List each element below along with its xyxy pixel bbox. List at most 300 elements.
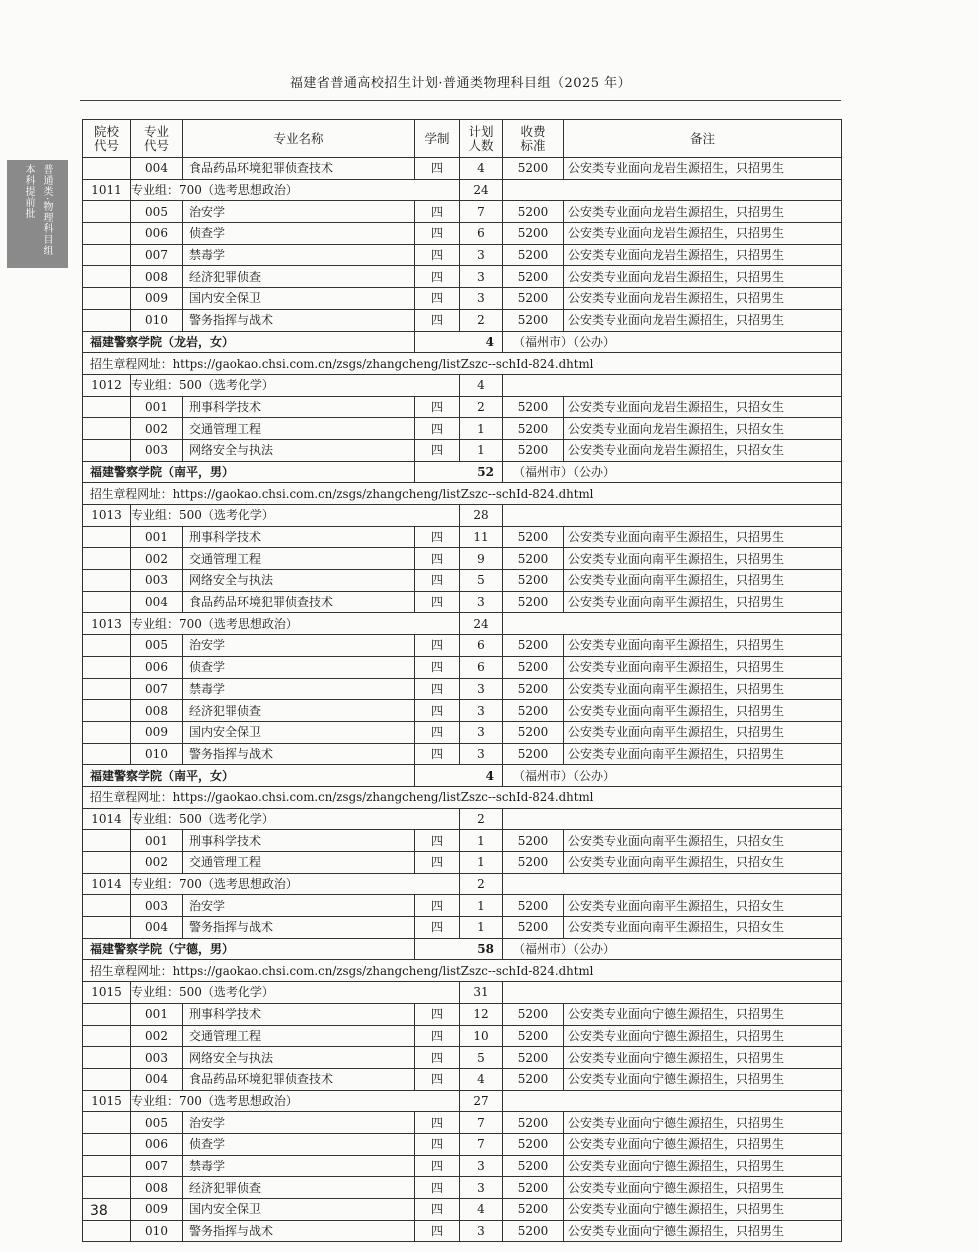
major-name: 治安学 [183,201,415,223]
study-duration: 四 [415,309,460,331]
study-duration: 四 [415,201,460,223]
remark: 公安类专业面向南平生源招生，只招男生 [564,721,842,743]
school-code-cell [83,700,131,722]
school-code-cell [83,223,131,245]
school-code-cell [83,309,131,331]
major-code: 010 [131,743,183,765]
tuition-fee: 5200 [503,158,564,180]
group-label: 专业组：500（选考化学） [131,505,460,527]
side-tab-batch: 本科提前批 [23,164,34,219]
study-duration: 四 [415,288,460,310]
study-duration: 四 [415,743,460,765]
plan-count: 1 [460,917,503,939]
group-empty-cell [503,1090,842,1112]
header-rule [80,100,841,101]
major-row [83,418,842,440]
plan-count: 1 [460,852,503,874]
major-row [83,266,842,288]
major-row [83,852,842,874]
major-row [83,591,842,613]
column-header-text: 专业名称 [273,130,324,146]
column-header [183,120,415,158]
school-code-cell [83,244,131,266]
tuition-fee: 5200 [503,1003,564,1025]
tuition-fee: 5200 [503,244,564,266]
study-duration: 四 [415,1133,460,1155]
column-header-text: 代号 [93,137,119,153]
major-code: 002 [131,1025,183,1047]
plan-count: 3 [460,678,503,700]
tuition-fee: 5200 [503,852,564,874]
plan-count: 3 [460,700,503,722]
plan-count: 6 [460,223,503,245]
remark: 公安类专业面向南平生源招生，只招女生 [564,830,842,852]
school-location: （福州市）（公办） [503,765,842,787]
major-name: 国内安全保卫 [183,1199,415,1221]
school-code-cell [83,548,131,570]
major-row [83,223,842,245]
remark: 公安类专业面向龙岩生源招生，只招女生 [564,396,842,418]
major-code: 005 [131,635,183,657]
remark: 公安类专业面向宁德生源招生，只招男生 [564,1155,842,1177]
school-code-cell [83,1133,131,1155]
tuition-fee: 5200 [503,1155,564,1177]
group-plan-count: 31 [460,982,503,1004]
tuition-fee: 5200 [503,700,564,722]
major-name: 经济犯罪侦查 [183,1177,415,1199]
tuition-fee: 5200 [503,591,564,613]
school-code-cell [83,570,131,592]
tuition-fee: 5200 [503,266,564,288]
plan-count: 7 [460,1133,503,1155]
major-code: 005 [131,1112,183,1134]
major-row [83,309,842,331]
plan-count: 7 [460,201,503,223]
column-header-text: 学制 [424,130,450,146]
remark: 公安类专业面向南平生源招生，只招男生 [564,570,842,592]
tuition-fee: 5200 [503,1177,564,1199]
group-empty-cell [503,613,842,635]
group-empty-cell [503,808,842,830]
major-row [83,1220,842,1242]
major-row [83,1112,842,1134]
tuition-fee: 5200 [503,678,564,700]
tuition-fee: 5200 [503,721,564,743]
study-duration: 四 [415,721,460,743]
column-header [503,120,564,158]
major-code: 008 [131,266,183,288]
side-tab-category: 普通类·物理科目组 [41,164,52,257]
group-label: 专业组：700（选考思想政治） [131,179,460,201]
study-duration: 四 [415,1068,460,1090]
major-code: 004 [131,158,183,180]
major-row [83,1199,842,1221]
school-code-cell [83,917,131,939]
group-empty-cell [503,982,842,1004]
school-location: （福州市）（公办） [503,331,842,353]
group-label: 专业组：700（选考思想政治） [131,1090,460,1112]
major-group-row [83,374,842,396]
school-plan-count: 52 [415,461,503,483]
major-name: 食品药品环境犯罪侦查技术 [183,1068,415,1090]
tuition-fee: 5200 [503,309,564,331]
school-name: 福建警察学院（南平，女） [83,765,415,787]
group-label: 专业组：700（选考思想政治） [131,613,460,635]
major-row [83,244,842,266]
plan-count: 1 [460,439,503,461]
major-row [83,1068,842,1090]
major-name: 侦查学 [183,1133,415,1155]
group-school-code: 1013 [83,613,131,635]
major-name: 网络安全与执法 [183,1047,415,1069]
column-header-text: 计划 [468,123,494,139]
group-school-code: 1014 [83,808,131,830]
plan-count: 3 [460,1177,503,1199]
remark: 公安类专业面向南平生源招生，只招女生 [564,917,842,939]
plan-count: 3 [460,721,503,743]
major-name: 刑事科学技术 [183,396,415,418]
school-code-cell [83,1177,131,1199]
column-header [131,120,183,158]
school-name: 福建警察学院（龙岩，女） [83,331,415,353]
plan-count: 3 [460,1155,503,1177]
remark: 公安类专业面向南平生源招生，只招男生 [564,635,842,657]
major-group-row [83,1090,842,1112]
major-code: 006 [131,1133,183,1155]
column-header-text: 备注 [689,130,715,146]
plan-count: 3 [460,743,503,765]
tuition-fee: 5200 [503,1220,564,1242]
tuition-fee: 5200 [503,288,564,310]
remark: 公安类专业面向宁德生源招生，只招男生 [564,1199,842,1221]
major-row [83,1003,842,1025]
major-name: 交通管理工程 [183,1025,415,1047]
remark: 公安类专业面向龙岩生源招生，只招女生 [564,418,842,440]
school-location: （福州市）（公办） [503,938,842,960]
major-group-row [83,982,842,1004]
plan-count: 6 [460,656,503,678]
major-name: 网络安全与执法 [183,439,415,461]
tuition-fee: 5200 [503,895,564,917]
major-code: 008 [131,700,183,722]
group-empty-cell [503,374,842,396]
tuition-fee: 5200 [503,418,564,440]
table-header-row [83,120,842,158]
major-row [83,201,842,223]
charter-url-row [83,960,842,982]
plan-count: 10 [460,1025,503,1047]
major-code: 010 [131,309,183,331]
plan-count: 3 [460,591,503,613]
study-duration: 四 [415,1199,460,1221]
school-row [83,461,842,483]
major-name: 侦查学 [183,656,415,678]
major-code: 003 [131,570,183,592]
major-code: 002 [131,852,183,874]
tuition-fee: 5200 [503,743,564,765]
major-row [83,721,842,743]
study-duration: 四 [415,396,460,418]
major-code: 009 [131,288,183,310]
column-header-text: 代号 [143,137,169,153]
tuition-fee: 5200 [503,396,564,418]
school-code-cell [83,439,131,461]
column-header-text: 标准 [520,137,546,153]
study-duration: 四 [415,852,460,874]
table-body [83,158,842,1242]
major-code: 009 [131,1199,183,1221]
major-row [83,526,842,548]
major-code: 010 [131,1220,183,1242]
group-empty-cell [503,505,842,527]
school-code-cell [83,678,131,700]
major-group-row [83,613,842,635]
school-code-cell [83,852,131,874]
group-plan-count: 28 [460,505,503,527]
major-name: 刑事科学技术 [183,1003,415,1025]
major-row [83,830,842,852]
group-plan-count: 27 [460,1090,503,1112]
remark: 公安类专业面向龙岩生源招生，只招男生 [564,223,842,245]
school-code-cell [83,656,131,678]
study-duration: 四 [415,244,460,266]
major-name: 交通管理工程 [183,852,415,874]
section-side-tab [7,160,68,268]
major-row [83,656,842,678]
study-duration: 四 [415,1003,460,1025]
school-location: （福州市）（公办） [503,461,842,483]
plan-count: 9 [460,548,503,570]
major-name: 治安学 [183,635,415,657]
group-empty-cell [503,179,842,201]
remark: 公安类专业面向南平生源招生，只招男生 [564,526,842,548]
school-code-cell [83,158,131,180]
school-code-cell [83,418,131,440]
major-name: 交通管理工程 [183,548,415,570]
study-duration: 四 [415,830,460,852]
major-name: 禁毒学 [183,1155,415,1177]
major-row [83,439,842,461]
column-header [415,120,460,158]
plan-count: 12 [460,1003,503,1025]
group-school-code: 1014 [83,873,131,895]
tuition-fee: 5200 [503,570,564,592]
tuition-fee: 5200 [503,223,564,245]
remark: 公安类专业面向宁德生源招生，只招男生 [564,1177,842,1199]
plan-count: 4 [460,1199,503,1221]
remark: 公安类专业面向南平生源招生，只招男生 [564,743,842,765]
enrollment-plan-table [82,119,842,1242]
study-duration: 四 [415,548,460,570]
major-code: 004 [131,917,183,939]
remark: 公安类专业面向宁德生源招生，只招男生 [564,1133,842,1155]
plan-count: 4 [460,158,503,180]
school-row [83,331,842,353]
study-duration: 四 [415,656,460,678]
group-label: 专业组：500（选考化学） [131,374,460,396]
column-header [83,120,131,158]
study-duration: 四 [415,418,460,440]
major-row [83,396,842,418]
remark: 公安类专业面向龙岩生源招生，只招男生 [564,309,842,331]
school-code-cell [83,1112,131,1134]
plan-count: 11 [460,526,503,548]
tuition-fee: 5200 [503,548,564,570]
major-name: 警务指挥与战术 [183,743,415,765]
school-plan-count: 58 [415,938,503,960]
major-group-row [83,505,842,527]
group-school-code: 1015 [83,982,131,1004]
major-code: 006 [131,656,183,678]
plan-count: 3 [460,266,503,288]
tuition-fee: 5200 [503,1112,564,1134]
page-number: 38 [90,1203,108,1219]
remark: 公安类专业面向宁德生源招生，只招男生 [564,1003,842,1025]
column-header [564,120,842,158]
school-code-cell [83,1220,131,1242]
plan-count: 3 [460,1220,503,1242]
major-name: 食品药品环境犯罪侦查技术 [183,591,415,613]
major-code: 002 [131,418,183,440]
school-name: 福建警察学院（南平，男） [83,461,415,483]
major-code: 004 [131,1068,183,1090]
major-code: 009 [131,721,183,743]
major-code: 001 [131,830,183,852]
school-code-cell [83,266,131,288]
charter-url: 招生章程网址：https://gaokao.chsi.com.cn/zsgs/zhangcheng/listZszc--schId-824.dhtml [83,483,842,505]
school-code-cell [83,1047,131,1069]
school-code-cell [83,288,131,310]
major-row [83,1047,842,1069]
study-duration: 四 [415,158,460,180]
school-code-cell [83,591,131,613]
tuition-fee: 5200 [503,1133,564,1155]
major-name: 侦查学 [183,223,415,245]
major-row [83,158,842,180]
major-row [83,548,842,570]
school-plan-count: 4 [415,765,503,787]
group-empty-cell [503,873,842,895]
remark: 公安类专业面向宁德生源招生，只招男生 [564,1025,842,1047]
school-row [83,938,842,960]
tuition-fee: 5200 [503,1199,564,1221]
tuition-fee: 5200 [503,830,564,852]
major-row [83,635,842,657]
study-duration: 四 [415,895,460,917]
tuition-fee: 5200 [503,635,564,657]
major-row [83,743,842,765]
major-name: 国内安全保卫 [183,288,415,310]
tuition-fee: 5200 [503,917,564,939]
group-label: 专业组：500（选考化学） [131,808,460,830]
study-duration: 四 [415,439,460,461]
charter-url: 招生章程网址：https://gaokao.chsi.com.cn/zsgs/zhangcheng/listZszc--schId-824.dhtml [83,960,842,982]
study-duration: 四 [415,591,460,613]
major-code: 008 [131,1177,183,1199]
group-school-code: 1015 [83,1090,131,1112]
major-row [83,1155,842,1177]
major-row [83,1133,842,1155]
school-code-cell [83,1155,131,1177]
major-code: 003 [131,439,183,461]
remark: 公安类专业面向宁德生源招生，只招男生 [564,1068,842,1090]
remark: 公安类专业面向宁德生源招生，只招男生 [564,1112,842,1134]
page-header: 福建省普通高校招生计划·普通类物理科目组（2025 年） [289,76,632,91]
major-name: 食品药品环境犯罪侦查技术 [183,158,415,180]
study-duration: 四 [415,570,460,592]
school-code-cell [83,1025,131,1047]
remark: 公安类专业面向龙岩生源招生，只招男生 [564,201,842,223]
remark: 公安类专业面向龙岩生源招生，只招男生 [564,244,842,266]
major-name: 警务指挥与战术 [183,917,415,939]
major-code: 001 [131,396,183,418]
plan-count: 3 [460,244,503,266]
study-duration: 四 [415,635,460,657]
study-duration: 四 [415,1047,460,1069]
plan-count: 2 [460,396,503,418]
school-plan-count: 4 [415,331,503,353]
major-row [83,917,842,939]
plan-count: 5 [460,1047,503,1069]
major-code: 003 [131,895,183,917]
plan-count: 3 [460,288,503,310]
group-plan-count: 24 [460,179,503,201]
major-name: 治安学 [183,895,415,917]
major-name: 网络安全与执法 [183,570,415,592]
remark: 公安类专业面向南平生源招生，只招男生 [564,591,842,613]
study-duration: 四 [415,678,460,700]
major-row [83,1177,842,1199]
remark: 公安类专业面向宁德生源招生，只招男生 [564,1047,842,1069]
school-code-cell [83,526,131,548]
school-code-cell [83,830,131,852]
plan-count: 1 [460,895,503,917]
study-duration: 四 [415,266,460,288]
major-name: 刑事科学技术 [183,526,415,548]
charter-url: 招生章程网址：https://gaokao.chsi.com.cn/zsgs/zhangcheng/listZszc--schId-824.dhtml [83,786,842,808]
group-plan-count: 4 [460,374,503,396]
tuition-fee: 5200 [503,1068,564,1090]
plan-count: 2 [460,309,503,331]
major-row [83,700,842,722]
remark: 公安类专业面向龙岩生源招生，只招男生 [564,288,842,310]
remark: 公安类专业面向南平生源招生，只招女生 [564,895,842,917]
major-row [83,678,842,700]
major-name: 经济犯罪侦查 [183,700,415,722]
study-duration: 四 [415,1155,460,1177]
major-name: 禁毒学 [183,678,415,700]
major-code: 002 [131,548,183,570]
study-duration: 四 [415,526,460,548]
group-plan-count: 24 [460,613,503,635]
remark: 公安类专业面向南平生源招生，只招男生 [564,548,842,570]
major-code: 007 [131,244,183,266]
major-row [83,288,842,310]
school-code-cell [83,1003,131,1025]
charter-url-row [83,483,842,505]
school-code-cell [83,743,131,765]
tuition-fee: 5200 [503,656,564,678]
study-duration: 四 [415,1220,460,1242]
major-name: 警务指挥与战术 [183,1220,415,1242]
major-code: 007 [131,678,183,700]
plan-count: 6 [460,635,503,657]
major-name: 治安学 [183,1112,415,1134]
major-group-row [83,873,842,895]
major-code: 007 [131,1155,183,1177]
major-row [83,1025,842,1047]
study-duration: 四 [415,700,460,722]
